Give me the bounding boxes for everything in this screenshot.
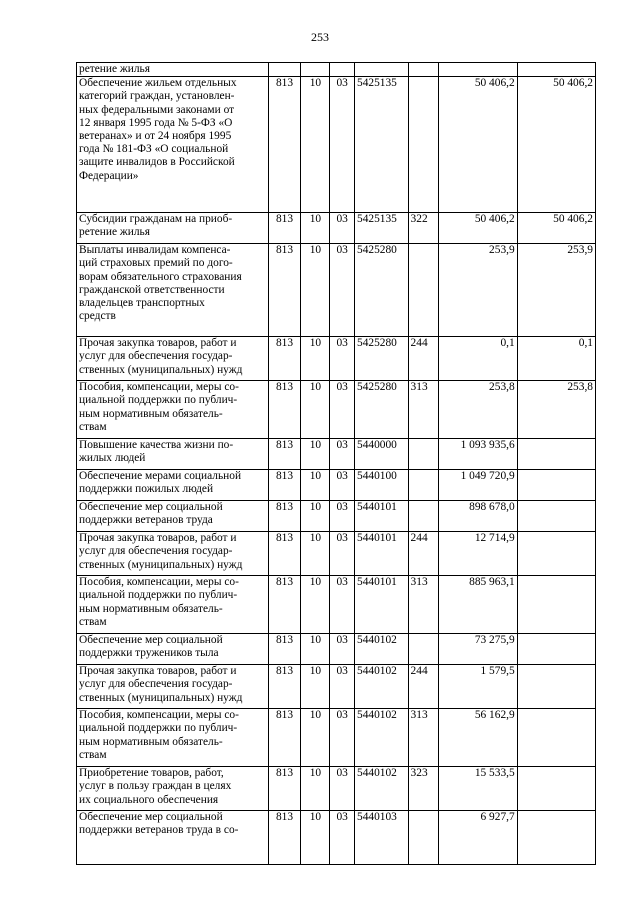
row-ved: 813: [268, 767, 301, 811]
row-subsection: 03: [330, 634, 355, 665]
row-expense-type: 313: [408, 709, 439, 767]
row-name: Пособия, компенсации, меры со- циальной поддержки по публич- ным нормативным обязатель- ствам: [77, 381, 269, 439]
row-amount-federal: [517, 576, 595, 634]
row-section: [301, 63, 330, 77]
row-subsection: [330, 63, 355, 77]
row-target-article: 5440100: [355, 470, 409, 501]
row-expense-type: 244: [408, 665, 439, 709]
row-name: Приобретение товаров, работ, услуг в пользу граждан в целях их социального обеспечения: [77, 767, 269, 811]
row-ved: 813: [268, 501, 301, 532]
row-amount-total: 6 927,7: [439, 811, 517, 865]
row-name: Обеспечение жильем отдельных категорий граждан, установлен- ных федеральными законами от 12 января 1995 года № 5-ФЗ «О ветеранах» и от 24 ноября 1995 года № 181-ФЗ «О социальной защите инвалидов в Российской Федерации»: [77, 77, 269, 213]
row-amount-total: 1 579,5: [439, 665, 517, 709]
row-subsection: 03: [330, 77, 355, 213]
row-amount-total: 12 714,9: [439, 532, 517, 576]
row-target-article: 5440101: [355, 532, 409, 576]
row-expense-type: 313: [408, 381, 439, 439]
row-amount-federal: [517, 63, 595, 77]
budget-table: [76, 62, 596, 865]
row-expense-type: [408, 470, 439, 501]
row-subsection: 03: [330, 665, 355, 709]
page-number: 253: [311, 30, 329, 44]
row-amount-federal: [517, 634, 595, 665]
table-body: [77, 63, 596, 865]
table-row: [77, 77, 596, 213]
row-ved: 813: [268, 470, 301, 501]
row-amount-federal: [517, 470, 595, 501]
row-amount-total: 50 406,2: [439, 77, 517, 213]
row-amount-federal: [517, 767, 595, 811]
row-amount-total: 0,1: [439, 337, 517, 381]
row-ved: 813: [268, 576, 301, 634]
table-row: [77, 470, 596, 501]
row-section: 10: [301, 767, 330, 811]
row-target-article: 5425280: [355, 337, 409, 381]
row-target-article: [355, 63, 409, 77]
row-ved: 813: [268, 439, 301, 470]
row-section: 10: [301, 213, 330, 244]
row-amount-total: [439, 63, 517, 77]
row-amount-total: 1 049 720,9: [439, 470, 517, 501]
row-subsection: 03: [330, 213, 355, 244]
row-ved: 813: [268, 532, 301, 576]
row-ved: 813: [268, 337, 301, 381]
row-name: Обеспечение мер социальной поддержки тружеников тыла: [77, 634, 269, 665]
row-name: Прочая закупка товаров, работ и услуг для обеспечения государ- ственных (муниципальных) нужд: [77, 532, 269, 576]
row-ved: 813: [268, 244, 301, 337]
row-section: 10: [301, 501, 330, 532]
row-expense-type: 313: [408, 576, 439, 634]
row-amount-total: 885 963,1: [439, 576, 517, 634]
row-expense-type: [408, 244, 439, 337]
row-subsection: 03: [330, 709, 355, 767]
row-ved: 813: [268, 381, 301, 439]
row-target-article: 5440102: [355, 634, 409, 665]
row-amount-federal: [517, 665, 595, 709]
row-amount-federal: 253,8: [517, 381, 595, 439]
row-amount-federal: 50 406,2: [517, 213, 595, 244]
table-row: [77, 381, 596, 439]
row-target-article: 5425135: [355, 213, 409, 244]
table-row: [77, 665, 596, 709]
row-ved: 813: [268, 709, 301, 767]
row-amount-total: 253,9: [439, 244, 517, 337]
row-target-article: 5425280: [355, 381, 409, 439]
row-target-article: 5440000: [355, 439, 409, 470]
row-name: Пособия, компенсации, меры со- циальной поддержки по публич- ным нормативным обязатель- ствам: [77, 709, 269, 767]
row-name: Обеспечение мер социальной поддержки ветеранов труда: [77, 501, 269, 532]
row-section: 10: [301, 337, 330, 381]
row-section: 10: [301, 576, 330, 634]
row-name: Пособия, компенсации, меры со- циальной поддержки по публич- ным нормативным обязатель- ствам: [77, 576, 269, 634]
row-amount-federal: [517, 532, 595, 576]
row-subsection: 03: [330, 337, 355, 381]
table-row: [77, 811, 596, 865]
row-subsection: 03: [330, 767, 355, 811]
row-amount-federal: [517, 709, 595, 767]
row-expense-type: 323: [408, 767, 439, 811]
row-expense-type: 244: [408, 337, 439, 381]
row-target-article: 5440102: [355, 709, 409, 767]
table-row: [77, 709, 596, 767]
row-section: 10: [301, 532, 330, 576]
row-section: 10: [301, 77, 330, 213]
table-row: [77, 439, 596, 470]
row-amount-federal: [517, 811, 595, 865]
row-expense-type: 322: [408, 213, 439, 244]
row-expense-type: [408, 811, 439, 865]
row-ved: 813: [268, 634, 301, 665]
row-amount-federal: [517, 501, 595, 532]
row-expense-type: [408, 634, 439, 665]
row-section: 10: [301, 665, 330, 709]
row-subsection: 03: [330, 576, 355, 634]
row-target-article: 5440101: [355, 501, 409, 532]
row-name: Повышение качества жизни по- жилых людей: [77, 439, 269, 470]
row-expense-type: [408, 77, 439, 213]
row-section: 10: [301, 634, 330, 665]
row-amount-total: 253,8: [439, 381, 517, 439]
table-row: [77, 337, 596, 381]
row-name: Обеспечение мер социальной поддержки ветеранов труда в со-: [77, 811, 269, 865]
row-name: Прочая закупка товаров, работ и услуг для обеспечения государ- ственных (муниципальных) нужд: [77, 337, 269, 381]
row-section: 10: [301, 470, 330, 501]
table-row: [77, 634, 596, 665]
row-target-article: 5440102: [355, 767, 409, 811]
row-subsection: 03: [330, 244, 355, 337]
row-section: 10: [301, 811, 330, 865]
row-ved: [268, 63, 301, 77]
row-ved: 813: [268, 665, 301, 709]
row-subsection: 03: [330, 381, 355, 439]
table-row: [77, 213, 596, 244]
row-amount-total: 898 678,0: [439, 501, 517, 532]
table-row: [77, 576, 596, 634]
row-name: Субсидии гражданам на приоб- ретение жилья: [77, 213, 269, 244]
row-name: ретение жилья: [77, 63, 269, 77]
table-row: [77, 767, 596, 811]
row-target-article: 5440102: [355, 665, 409, 709]
row-amount-federal: 0,1: [517, 337, 595, 381]
row-amount-federal: 253,9: [517, 244, 595, 337]
row-amount-total: 15 533,5: [439, 767, 517, 811]
row-name: Прочая закупка товаров, работ и услуг для обеспечения государ- ственных (муниципальных) нужд: [77, 665, 269, 709]
row-section: 10: [301, 709, 330, 767]
row-section: 10: [301, 244, 330, 337]
row-section: 10: [301, 439, 330, 470]
row-amount-federal: [517, 439, 595, 470]
row-subsection: 03: [330, 439, 355, 470]
row-target-article: 5425135: [355, 77, 409, 213]
row-target-article: 5440101: [355, 576, 409, 634]
table-row: [77, 244, 596, 337]
row-ved: 813: [268, 213, 301, 244]
row-target-article: 5440103: [355, 811, 409, 865]
row-amount-total: 73 275,9: [439, 634, 517, 665]
row-ved: 813: [268, 77, 301, 213]
row-section: 10: [301, 381, 330, 439]
table-row: [77, 501, 596, 532]
row-subsection: 03: [330, 532, 355, 576]
row-expense-type: [408, 439, 439, 470]
row-amount-total: 1 093 935,6: [439, 439, 517, 470]
table-row: [77, 63, 596, 77]
row-subsection: 03: [330, 470, 355, 501]
row-subsection: 03: [330, 811, 355, 865]
row-target-article: 5425280: [355, 244, 409, 337]
row-amount-total: 50 406,2: [439, 213, 517, 244]
row-name: Обеспечение мерами социальной поддержки пожилых людей: [77, 470, 269, 501]
row-expense-type: [408, 63, 439, 77]
row-name: Выплаты инвалидам компенса- ций страховых премий по дого- ворам обязательного страхования гражданской ответственности владельцев транспортных средств: [77, 244, 269, 337]
row-subsection: 03: [330, 501, 355, 532]
row-ved: 813: [268, 811, 301, 865]
row-expense-type: [408, 501, 439, 532]
row-expense-type: 244: [408, 532, 439, 576]
table-row: [77, 532, 596, 576]
row-amount-federal: 50 406,2: [517, 77, 595, 213]
row-amount-total: 56 162,9: [439, 709, 517, 767]
